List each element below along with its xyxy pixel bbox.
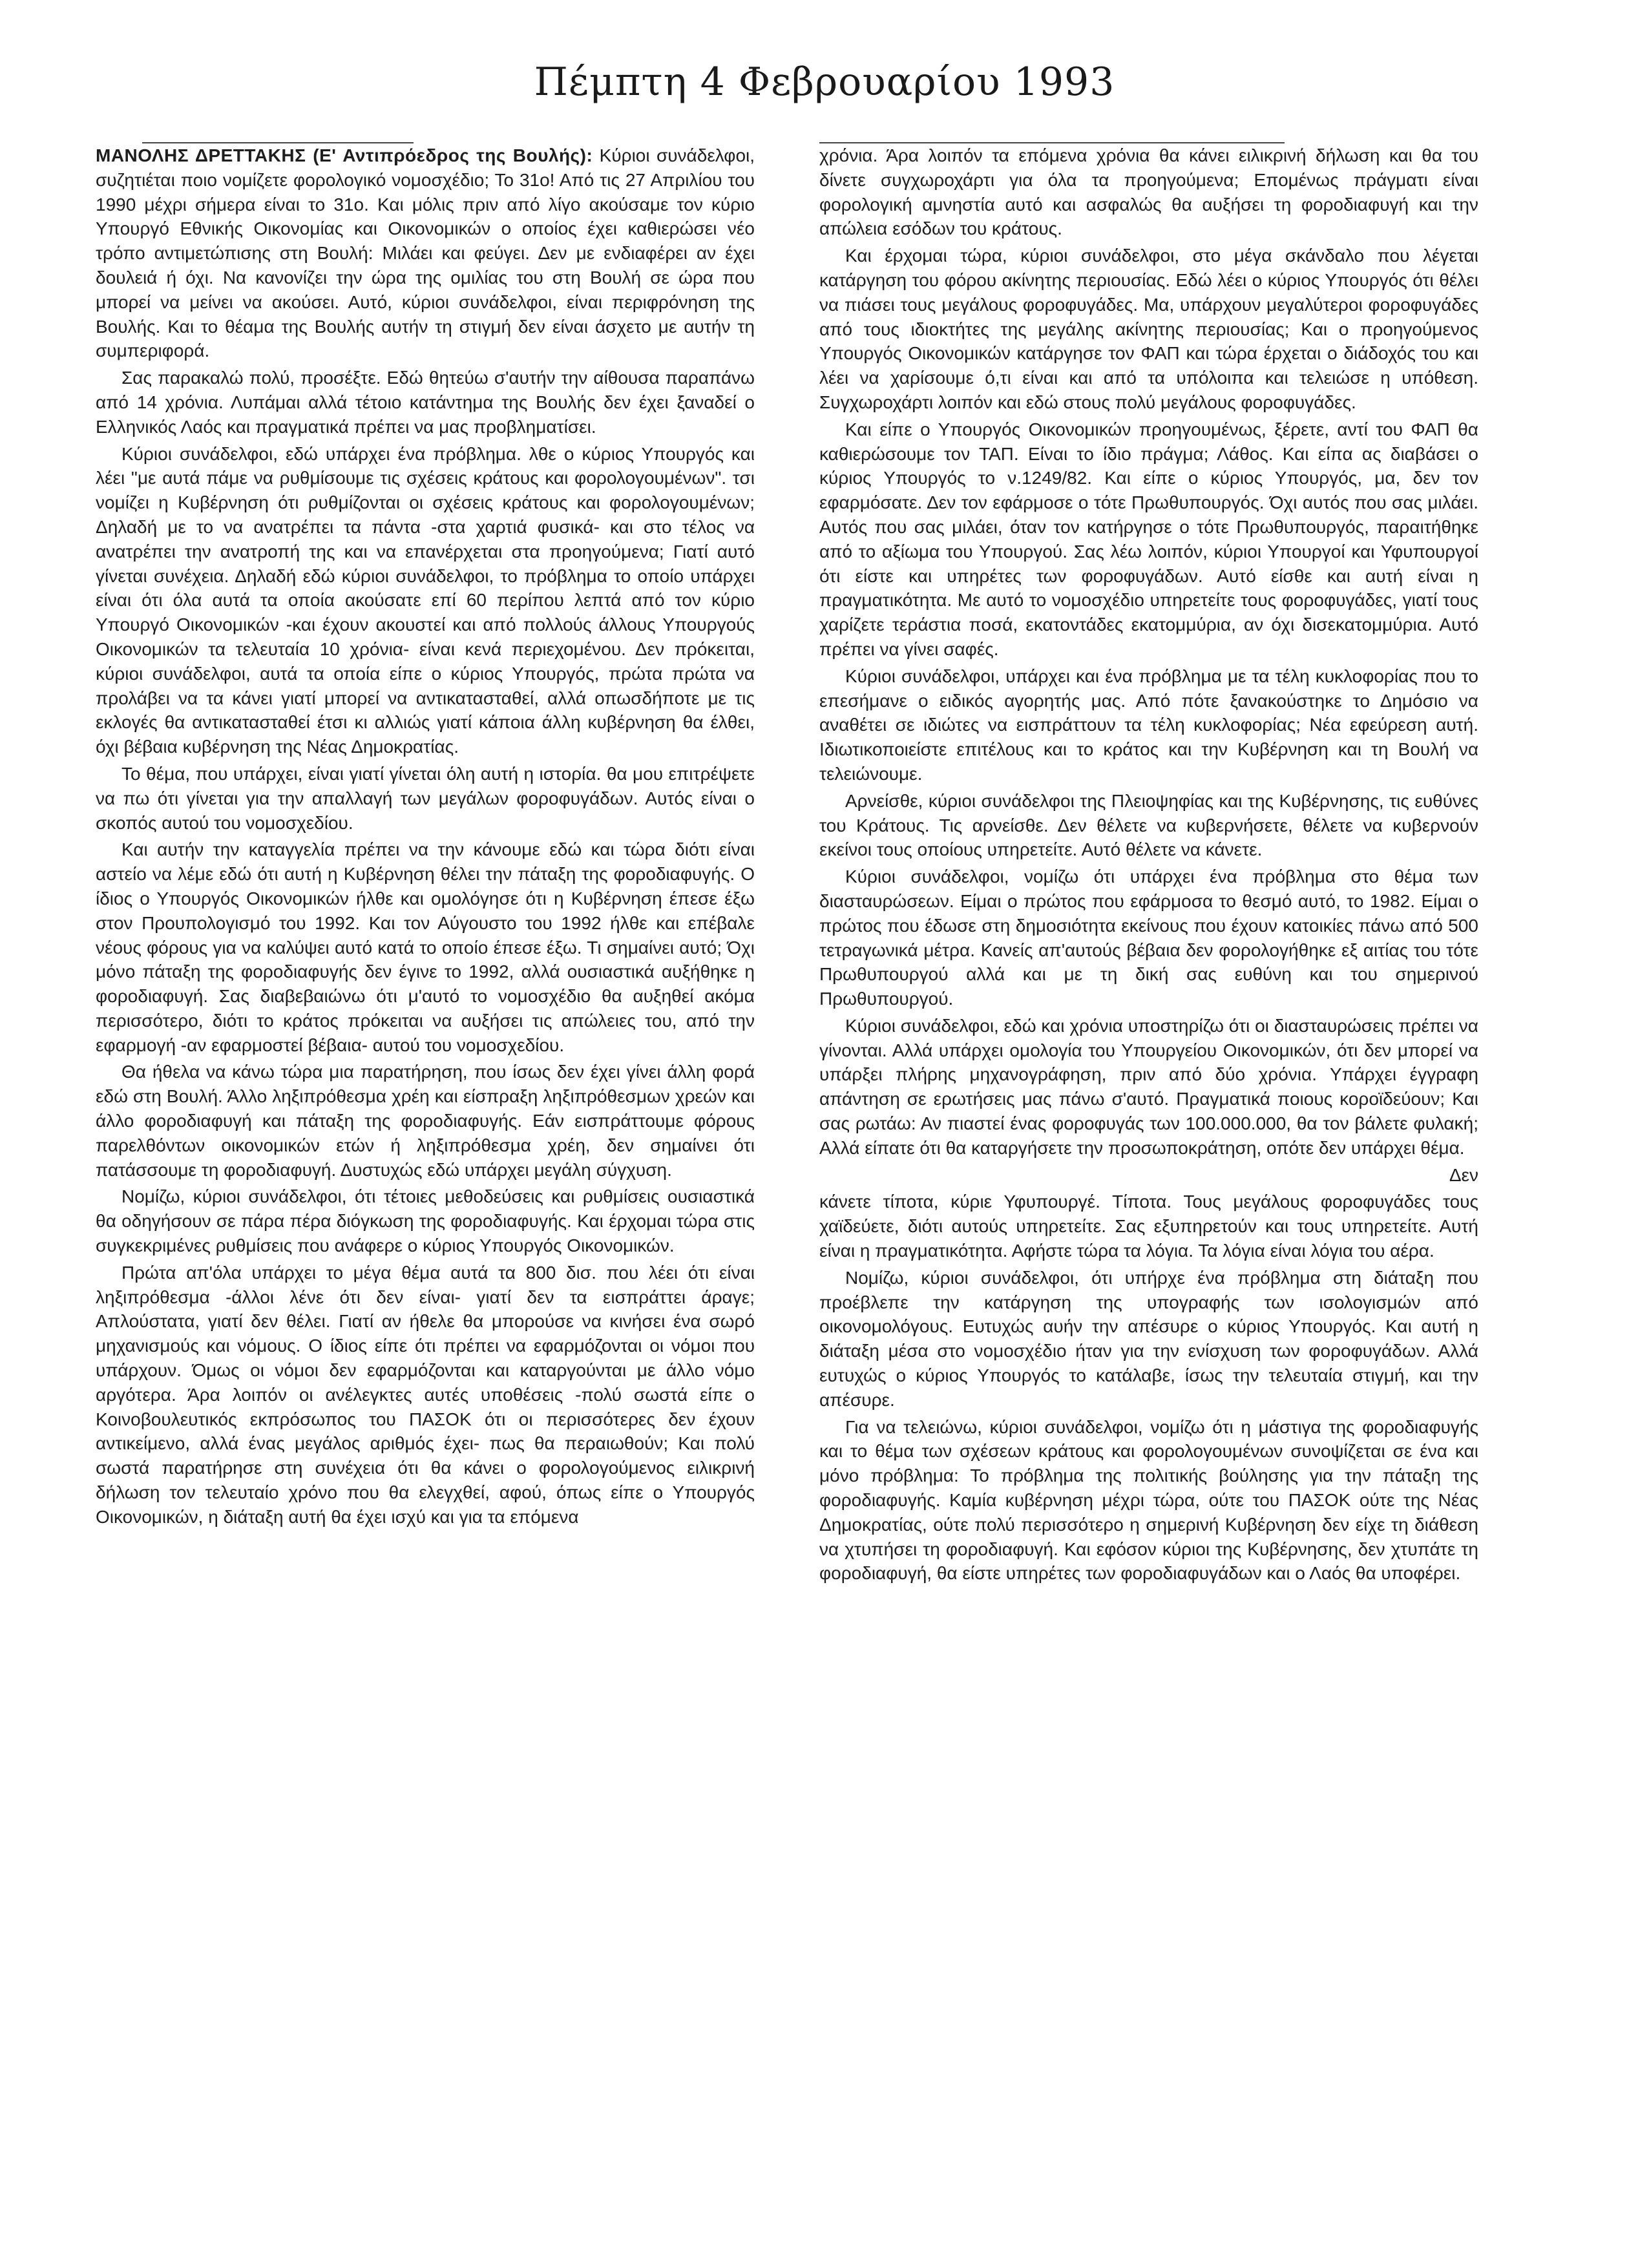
paragraph: χρόνια. Άρα λοιπόν τα επόμενα χρόνια θα κάνει ειλικρινή δήλωση και θα του δίνετε συγχωροχάρτι για όλα τα προηγούμενα; Επομένως πράγματι είναι φορολογική αμνηστία αυτό και ασφαλώς θα αυξήσει τη φοροδιαφυγή και την απώλεια εσόδων του κράτους. [819,145,1478,239]
paragraph: Κύριοι συνάδελφοι, εδώ και χρόνια υποστηρίζω ότι οι διασταυρώσεις πρέπει να γίνονται. Αλλά υπάρχει ομολογία του Υπουργείου Οικονομικών, ότι δεν μπορεί να υπάρξει πλήρης μηχανογράφηση, πριν από δύο χρόνια. Υπάρχει έγγραφη απάντηση σε ερωτήσεις μας πάνω σ'αυτό. Πραγματικά ποιους κοροϊδεύουν; Και σας ρωτάω: Αν πιαστεί ένας φοροφυγάς των 100.000.000, θα τον βάλετε φυλακή; Αλλά είπατε ότι θα καταργήσετε την προσωποκράτηση, οπότε δεν υπάρχει θέμα. [819,1015,1478,1158]
paragraph: Αρνείσθε, κύριοι συνάδελφοι της Πλειοψηφίας και της Κυβέρνησης, τις ευθύνες του Κράτους. Τις αρνείσθε. Δεν θέλετε να κυβερνήσετε, θέλετε να κυβερνούν εκείνοι τους οποίους υπηρετείτε. Αυτό θέλετε να κάνετε. [819,790,1478,860]
paragraph: Και έρχομαι τώρα, κύριοι συνάδελφοι, στο μέγα σκάνδαλο που λέγεται κατάργηση του φόρου ακίνητης περιουσίας. Εδώ λέει ο κύριος Υπουργός ότι θέλει να πιάσει τους μεγάλους φοροφυγάδες. Μα, υπάρχουν μεγαλύτεροι φοροφυγάδες από τους ιδιοκτήτες της μεγάλης ακίνητης περιουσίας; Και ο προηγούμενος Υπουργός Οικονομικών κατάργησε τον ΦΑΠ και τώρα έρχεται ο διάδοχός του και λέει να χαρίσουμε ό,τι είναι και από τα υπόλοιπα και τελειώσε η υπόθεση. Συγχωροχάρτι λοιπόν και εδώ στους πολύ μεγάλους φοροφυγάδες. [819,246,1478,412]
paragraph: Κύριοι συνάδελφοι, υπάρχει και ένα πρόβλημα με τα τέλη κυκλοφορίας που το επεσήμανε ο ειδικός αγορητής μας. Από πότε ξανακούστηκε το Δημόσιο να αναθέτει σε ιδιώτες να εισπράττουν τα τέλη κυκλοφορίας; Νέα εφεύρεση αυτή. Ιδιωτικοποιείστε επιτέλους και το κράτος και την Κυβέρνηση και τη Βουλή να τελειώνουμε. [819,666,1478,784]
paragraph-continuation-marker: Δεν [1449,1164,1478,1185]
paragraph: Και αυτήν την καταγγελία πρέπει να την κάνουμε εδώ και τώρα διότι είναι αστείο να λέμε εδώ ότι αυτή η Κυβέρνηση θέλει την πάταξη της φοροδιαφυγής. Ο ίδιος ο Υπουργός Οικονομικών ήλθε και ομολόγησε ότι η Κυβέρνηση έπεσε έξω στον Προυπολογισμό του 1992. Και τον Αύγουστο του 1992 ήλθε και επέβαλε νέους φόρους για να καλύψει αυτό κατά το οποίο έπεσε έξω. Τι σημαίνει αυτό; Όχι μόνο πάταξη της φοροδιαφυγής δεν έγινε το 1992, αλλά ουσιαστικά αυξήθηκε η φοροδιαφυγή. Σας διαβεβαιώνω ότι μ'αυτό το νομοσχέδιο θα αυξηθεί ακόμα περισσότερο, διότι το κράτος πρόκειται να αυξήσει τις απώλειες του, από την εφαρμογή -αν εφαρμοστεί βέβαια- αυτού του νομοσχεδίου. [96,839,755,1055]
paragraph: Για να τελειώνω, κύριοι συνάδελφοι, νομίζω ότι η μάστιγα της φοροδιαφυγής και το θέμα των σχέσεων κράτους και φορολογουμένων συνοψίζεται σε ένα και μόνο πρόβλημα: Το πρόβλημα της πολιτικής βούλησης για την πάταξη της φοροδιαφυγής. Καμία κυβέρνηση μέχρι τώρα, ούτε του ΠΑΣΟΚ ούτε της Νέας Δημοκρατίας, ούτε πολύ περισσότερο η σημερινή Κυβέρνηση δεν είχε τη διάθεση να χτυπήσει τη φοροδιαφυγή. Και εφόσον κύριοι της Κυβέρνησης, δεν χτυπάτε τη φοροδιαφυγή, θα είστε υπηρέτες των φοροδιαφυγάδων και ο Λαός θα υποφέρει. [819,1416,1478,1584]
paragraph: Νομίζω, κύριοι συνάδελφοι, ότι τέτοιες μεθοδεύσεις και ρυθμίσεις ουσιαστικά θα οδηγήσουν σε πάρα πέρα διόγκωση της φοροδιαφυγής. Και έρχομαι τώρα στις συγκεκριμένες ρυθμίσεις που ανάφερε ο κύριος Υπουργός Οικονομικών. [96,1186,755,1256]
paragraph: Πρώτα απ'όλα υπάρχει το μέγα θέμα αυτά τα 800 δισ. που λέει ότι είναι ληξιπρόθεσμα -άλλοι λένε ότι δεν είναι- γιατί δεν τα εισπράττει άραγε; Απλούστατα, γιατί δεν θέλει. Γιατί αν ήθελε θα μπορούσε να κινήσει ένα σωρό μηχανισμούς και νόμους. Ο ίδιος είπε ότι πρέπει να εφαρμόζονται οι νόμοι που υπάρχουν. Όμως οι νόμοι δεν εφαρμόζονται και καταργούνται με άλλο νόμο αργότερα. Άρα λοιπόν οι ανέλεγκτες αυτές υποθέσεις -πολύ σωστά είπε ο Κοινοβουλευτικός εκπρόσωπος του ΠΑΣΟΚ ότι οι περισσότερες δεν έχουν αντικείμενο, αλλά ένας μεγάλος αριθμός έχει- πως θα περαιωθούν; Και πολύ σωστά παρατήρησε στη συνέχεια ότι θα κάνει ο φορολογούμενος ειλικρινή δήλωση τον τελευταίο χρόνο που θα ελεγχθεί, αφού, όπως είπε ο Υπουργός Οικονομικών, η διάταξη αυτή θα έχει ισχύ και για τα επόμενα [96,1262,755,1527]
paragraph: Και είπε ο Υπουργός Οικονομικών προηγουμένως, ξέρετε, αντί του ΦΑΠ θα καθιερώσουμε τον ΤΑΠ. Είναι το ίδιο πράγμα; Λάθος. Και είπα ας διαβάσει ο κύριος Υπουργός το ν.1249/82. Και είπε ο κύριος Υπουργός, μα, δεν τον εφαρμόσατε. Δεν τον εφάρμοσε ο τότε Πρωθυπουργός. Όχι αυτός που σας μιλάει. Αυτός που σας μιλάει, όταν τον κατήργησε ο τότε Πρωθυπουργός, παραιτήθηκε από το αξίωμα του Υπουργού. Σας λέω λοιπόν, κύριοι Υπουργοί και Υφυπουργοί ότι είστε και υπηρέτες των φοροφυγάδων. Αυτό είσθε και αυτή είναι η πραγματικότητα. Με αυτό το νομοσχέδιο υπηρετείτε τους φοροφυγάδες, γιατί τους χαρίζετε τεράστια ποσά, εκατοντάδες εκατομμύρια, αν όχι δισεκατομμύρια. Αυτό πρέπει να γίνει σαφές. [819,419,1478,659]
paragraph: Σας παρακαλώ πολύ, προσέξτε. Εδώ θητεύω σ'αυτήν την αίθουσα παραπάνω από 14 χρόνια. Λυπάμαι αλλά τέτοιο κατάντημα της Βουλής δεν έχει ξαναδεί ο Ελληνικός Λαός και πραγματικά πρέπει να μας προβληματίσει. [96,368,755,437]
speaker-name: ΜΑΝΟΛΗΣ ΔΡΕΤΤΑΚΗΣ (Ε' Αντιπρόεδρος της Βουλής): [96,145,593,165]
paragraph [96,143,755,363]
paragraph: Νομίζω, κύριοι συνάδελφοι, ότι υπήρχε ένα πρόβλημα στη διάταξη που προέβλεπε την κατάργηση της υπογραφής των ισολογισμών από οικονομολόγους. Ευτυχώς αυήν την απέσυρε ο κύριος Υπουργός. Και αυτή η διάταξη μέσα στο νομοσχέδιο ήταν για την ενίσχυση των φοροφυγάδων. Αλλά ευτυχώς ο κύριος Υπουργός το κατάλαβε, ίσως την τελευταία στιγμή, και την απέσυρε. [819,1267,1478,1410]
page-title: Πέμπτη 4 Φεβρουαρίου 1993 [534,59,1115,105]
left-column [96,143,755,1532]
paragraph: Θα ήθελα να κάνω τώρα μια παρατήρηση, που ίσως δεν έχει γίνει άλλη φορά εδώ στη Βουλή. Άλλο ληξιπρόθεσμα χρέη και είσπραξη ληξιπρόθεσμων χρεών και άλλο φοροδιαφυγή και πάταξη της φοροδιαφυγής. Εάν εισπράττουμε φόρους παρελθόντων οικονομικών ετών ή ληξιπρόθεσμα χρέη, δεν σημαίνει ότι πατάσσουμε τη φοροδιαφυγή. Δυστυχώς εδώ υπάρχει μεγάλη σύγχυση. [96,1062,755,1180]
paragraph: Το θέμα, που υπάρχει, είναι γιατί γίνεται όλη αυτή η ιστορία. θα μου επιτρέψετε να πω ότι γίνεται για την απαλλαγή των μεγάλων φοροφυγάδων. Αυτός είναι ο σκοπός αυτού του νομοσχεδίου. [96,763,755,833]
paragraph: Κύριοι συνάδελφοι, νομίζω ότι υπάρχει ένα πρόβλημα στο θέμα των διασταυρώσεων. Είμαι ο πρώτος που εφάρμοσα το θεσμό αυτό, το 1982. Είμαι ο πρώτος που έδωσε στη δημοσιότητα εκείνους που έχουν κατοικίες πάνω από 500 τετραγωνικά μέτρα. Κανείς απ'αυτούς βέβαια δεν φορολογήθηκε εξ αιτίας του τότε Πρωθυπουργού αλλά και με τη δική σας ευθύνη και του σημερινού Πρωθυπουργού. [819,866,1478,1009]
paragraph-text: Κύριοι συνάδελφοι, συζητιέται ποιο νομίζετε φορολογικό νομοσχέδιο; Το 31ο! Από τις 27 Απριλίου του 1990 μέχρι σήμερα είναι το 31ο. Και μόλις πριν από λίγο ακούσαμε τον κύριο Υπουργό Εθνικής Οικονομίας και Οικονομικών ο οποίος έχει καθιερώσει νέο τρόπο αντιμετώπισης στη Βουλή: Μιλάει και φεύγει. Δεν με ενδιαφέρει αν έχει δουλειά ή όχι. Να κανονίζει την ώρα της ομιλίας του στη Βουλή σε ώρα που μπορεί να μείνει να ακούσει. Αυτό, κύριοι συνάδελφοι, είναι περιφρόνηση της Βουλής. Και το θέαμα της Βουλής αυτήν τη στιγμή δεν είναι άσχετο με αυτήν τη συμπεριφορά. [96,145,755,361]
right-column [819,143,1478,1588]
paragraph: κάνετε τίποτα, κύριε Υφυπουργέ. Τίποτα. Τους μεγάλους φοροφυγάδες τους χαϊδεύετε, διότι αυτούς υπηρετείτε. Σας εξυπηρετούν και τους υπηρετείτε. Αυτή είναι η πραγματικότητα. Αφήστε τώρα τα λόγια. Τα λόγια είναι λόγια του αέρα. [819,1192,1478,1261]
paragraph: Κύριοι συνάδελφοι, εδώ υπάρχει ένα πρόβλημα. λθε ο κύριος Υπουργός και λέει "με αυτά πάμε να ρυθμίσουμε τις σχέσεις κράτους και φορολογουμένων". τσι νομίζει η Κυβέρνηση ότι ρυθμίζονται οι σχέσεις κράτους και φορολογουμένων; Δηλαδή με το να ανατρέπει τα πάντα -στα χαρτιά φυσικά- και στο τέλος να ανατρέπει την ανατροπή της και να επανέρχεται στα προηγούμενα; Γιατί αυτό γίνεται συνέχεια. Δηλαδή εδώ κύριοι συνάδελφοι, το πρόβλημα το οποίο υπάρχει είναι ότι όλα αυτά τα οποία ακούσατε επί 60 περίπου λεπτά από τον κύριο Υπουργό Οικονομικών -και έχουν ακουστεί και από πολλούς άλλους Υπουργούς Οικονομικών τα τελευταία 10 χρόνια- είναι κενά περιεχομένου. Δεν πρόκειται, κύριοι συνάδελφοι, αυτά τα οποία είπε ο κύριος Υπουργός, πρώτα πρώτα να προλάβει να τα κάνει γιατί μπορεί να αντικατασταθεί, αλλά οπωσδήποτε με τις εκλογές θα αντικατασταθεί έτσι κι αλλιώς γιατί κάποια άλλη κυβέρνηση θα έλθει, όχι βέβαια κυβέρνηση της Νέας Δημοκρατίας. [96,443,755,757]
